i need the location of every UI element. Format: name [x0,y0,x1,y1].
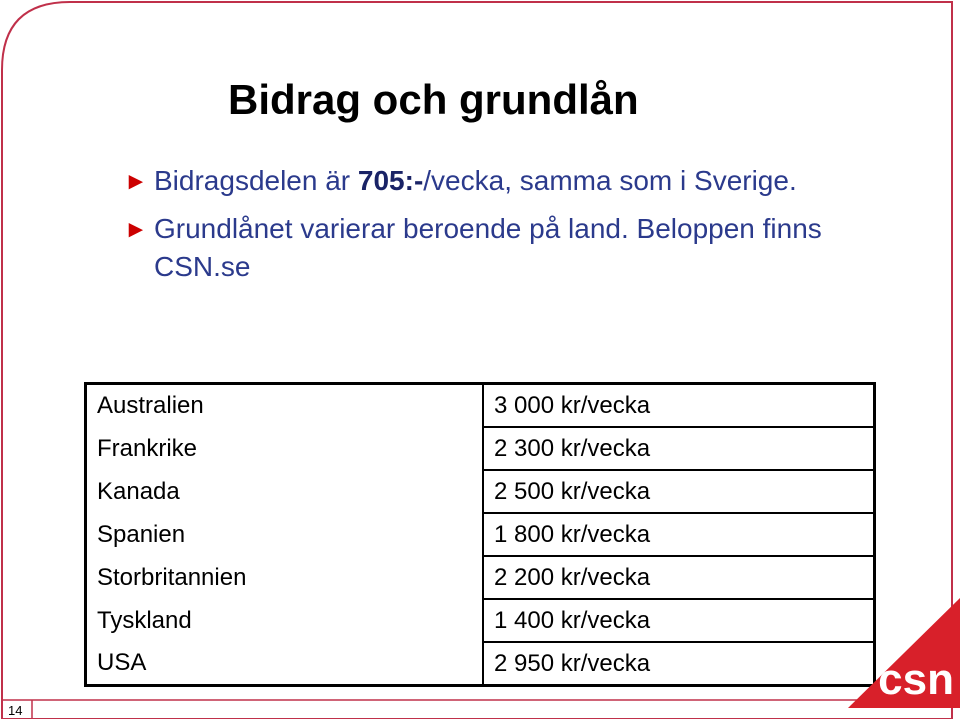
bullet-text-suffix: /vecka, samma som i Sverige. [423,165,797,196]
csn-logo-icon [836,598,960,708]
table-row [86,642,875,686]
triangle-bullet-icon: ► [124,168,148,195]
amount-cell: 3 000 kr/vecka [483,384,875,428]
table-row [86,513,875,556]
bullet-list [124,162,844,296]
table-row [86,427,875,470]
triangle-bullet-icon: ► [124,216,148,243]
country-cell: Tyskland [97,606,192,634]
table-row [86,599,875,642]
amount-cell: 2 500 kr/vecka [483,470,875,513]
table-row [86,556,875,599]
amount-cell: 2 300 kr/vecka [483,427,875,470]
country-cell: Frankrike [97,434,198,462]
amount-cell: 1 800 kr/vecka [483,513,875,556]
amount-cell: 1 400 kr/vecka [483,599,875,642]
country-cell: USA [97,649,147,676]
country-cell: Kanada [97,477,180,505]
bullet-item-grant [124,162,844,200]
bullet-text-prefix: Bidragsdelen är [154,165,358,196]
country-cell: Australien [97,392,204,419]
country-cell: Spanien [97,520,186,548]
table-row [86,470,875,513]
amount-cell: 2 200 kr/vecka [483,556,875,599]
country-cell: Storbritannien [97,563,247,591]
grant-amount: 705:- [357,165,424,196]
country-loan-table [84,382,876,687]
bullet-text: Grundlånet varierar beroende på land. Beloppen finns CSN.se [154,213,822,282]
logo-text: csn [878,655,954,704]
slide-number: 14 [8,703,23,718]
table-row [86,384,875,428]
amount-cell: 2 950 kr/vecka [483,642,875,686]
slide-title: Bidrag och grundlån [228,76,639,123]
bullet-item-loan [124,210,844,286]
